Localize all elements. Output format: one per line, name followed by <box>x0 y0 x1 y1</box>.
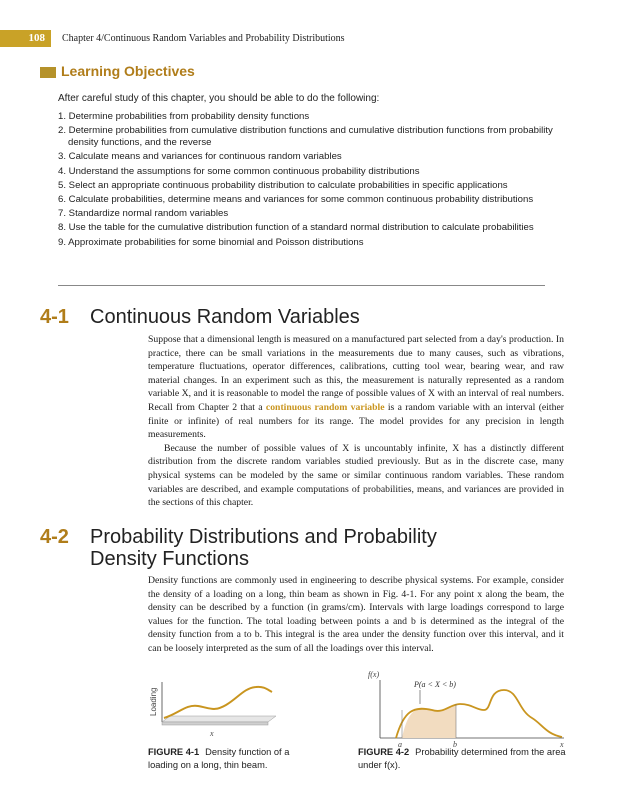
figure-ylabel: Loading <box>149 687 158 716</box>
section-marker-icon <box>40 67 56 78</box>
b-label: b <box>453 740 457 748</box>
learning-objectives-title: Learning Objectives <box>61 63 195 79</box>
paragraph <box>148 333 564 442</box>
probability-area-figure <box>356 670 568 748</box>
section-title-line: Density Functions <box>90 548 249 570</box>
list-item: 3. Calculate means and variances for continuous random variables <box>58 151 342 163</box>
section-title: Continuous Random Variables <box>90 306 360 328</box>
divider <box>58 285 545 286</box>
list-item: 2. Determine probabilities from cumulative distribution functions and cumulative distribution functions from probability density functions, and the reverse <box>58 125 553 149</box>
section-title <box>90 526 437 570</box>
caption-text: Density function of a loading on a long, thin beam. <box>148 747 290 770</box>
list-item: 9. Approximate probabilities for some binomial and Poisson distributions <box>58 236 364 248</box>
list-item: 1. Determine probabilities from probability density functions <box>58 111 310 122</box>
figure-caption <box>148 746 318 771</box>
list-item: 4. Understand the assumptions for some common continuous probability distributions <box>58 165 420 177</box>
beam-side <box>162 722 268 725</box>
a-label: a <box>398 740 402 748</box>
learning-objectives-intro: After careful study of this chapter, you should be able to do the following: <box>58 93 380 104</box>
list-item: 5. Select an appropriate continuous probability distribution to calculate probabilities in specific applications <box>58 179 508 191</box>
probability-annotation: P(a < X < b) <box>414 680 456 689</box>
figure-xlabel: x <box>210 729 214 738</box>
caption-label: FIGURE 4-1 <box>148 747 200 757</box>
section-number: 4-2 <box>40 526 69 548</box>
density-curve <box>164 687 272 718</box>
section-title-line: Probability Distributions and Probability <box>90 526 437 548</box>
list-item: 7. Standardize normal random variables <box>58 208 229 220</box>
paragraph-text: Suppose that a dimensional length is measured on a manufactured part selected from a day's production. In practice, there can be small variations in the measurements due to many causes, such as vibrations, temperature fluctuations, operator differences, calibrations, cutting tool wear, bearing wear, and raw material changes. In an experiment such as this, the measurement is naturally represented as a random variable X, and it is reasonable to model the range of possible values of X with an interval of real numbers. Recall from Chapter 2 that a <box>148 334 564 413</box>
caption-text: Probability determined from the area under f(x). <box>358 747 566 770</box>
loading-beam-figure <box>148 678 298 738</box>
beam <box>162 716 276 722</box>
key-term: continuous random variable <box>265 401 385 413</box>
section-body <box>148 574 564 656</box>
running-head: Chapter 4/Continuous Random Variables and Probability Distributions <box>62 33 345 44</box>
paragraph-text: is a random variable with an interval (either finite or infinite) of real numbers for its range. The model provides for any precision in length measurements. <box>148 401 564 441</box>
figure-caption <box>358 746 570 771</box>
x-label: x <box>560 740 564 748</box>
caption-label: FIGURE 4-2 <box>358 747 410 757</box>
learning-objectives-list <box>58 111 568 251</box>
section-body <box>148 333 564 510</box>
section-number: 4-1 <box>40 306 69 328</box>
list-item: 8. Use the table for the cumulative distribution function of a standard normal distribution to calculate probabilities <box>58 222 534 234</box>
page-number-badge: 108 <box>0 30 51 47</box>
paragraph: Because the number of possible values of X is uncountably infinite, X has a distinctly different distribution from the discrete random variables studied previously. But as in the discrete case, many physical systems can be modeled by the same or similar continuous random variables. These random variables are described, and example computations of probabilities, means, and variances are provided in the sections of this chapter. <box>148 442 564 509</box>
list-item: 6. Calculate probabilities, determine means and variances for some common continuous probability distributions <box>58 193 534 205</box>
paragraph: Density functions are commonly used in engineering to describe physical systems. For example, consider the density of a loading on a long, thin beam as shown in Fig. 4-1. For any point x along the beam, the density can be described by a function (in grams/cm). Intervals with large loadings correspond to large values for the function. The total loading between points a and b is determined as the integral of the density function from a to b. This integral is the area under the density function over this interval, and it can be loosely interpreted as the sum of all the loadings over this interval. <box>148 575 564 654</box>
figure-ylabel: f(x) <box>368 670 380 679</box>
